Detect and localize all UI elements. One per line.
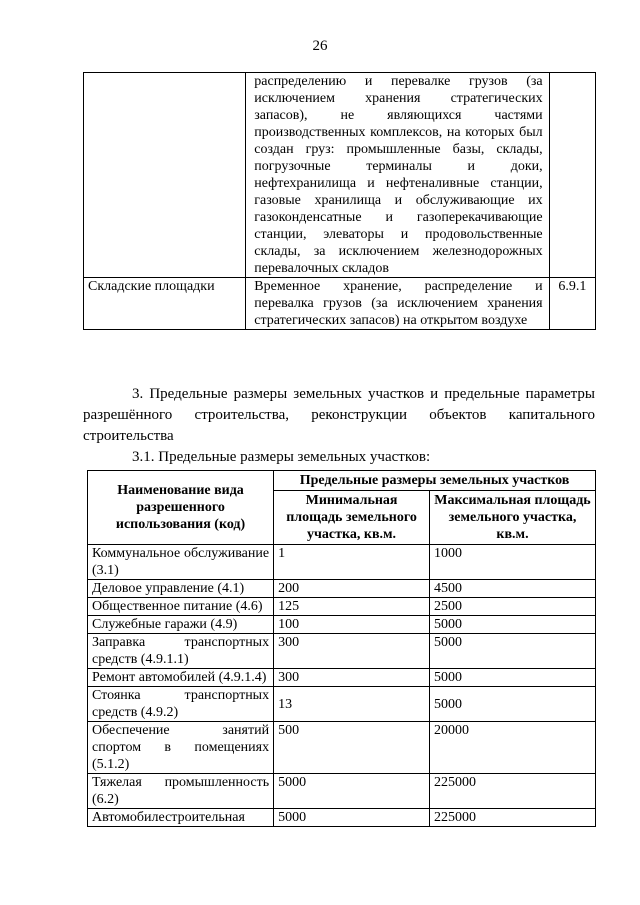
min-area-cell: 500 xyxy=(274,722,430,774)
header-max-area: Максимальная площадь земельного участка, кв.м. xyxy=(430,491,596,545)
max-area-cell: 1000 xyxy=(430,545,596,580)
min-area-cell: 5000 xyxy=(274,809,430,827)
use-description-cell: Временное хранение, распределение и перевалка грузов (за исключением хранения стратегических запасов) на открытом воздухе xyxy=(246,278,549,330)
table-row xyxy=(88,634,596,669)
max-area-cell: 2500 xyxy=(430,598,596,616)
table-row xyxy=(88,687,596,722)
max-area-cell: 5000 xyxy=(430,687,596,722)
header-use-name: Наименование вида разрешенного использования (код) xyxy=(88,471,274,545)
use-name-cell: Деловое управление (4.1) xyxy=(88,580,274,598)
use-name-cell: Тяжелая промышленность (6.2) xyxy=(88,774,274,809)
max-area-cell: 4500 xyxy=(430,580,596,598)
section-3-paragraph: 3. Предельные размеры земельных участков и предельные параметры разрешённого строительства, реконструкции объектов капитального строительства xyxy=(83,386,595,444)
use-name-cell xyxy=(84,73,246,278)
table-row xyxy=(88,616,596,634)
section-3-1-heading: 3.1. Предельные размеры земельных участков: xyxy=(132,449,431,465)
table-row xyxy=(84,73,596,278)
min-area-cell: 100 xyxy=(274,616,430,634)
use-code-cell: 6.9.1 xyxy=(549,278,595,330)
max-area-cell: 5000 xyxy=(430,669,596,687)
max-area-cell: 225000 xyxy=(430,809,596,827)
use-name-cell: Общественное питание (4.6) xyxy=(88,598,274,616)
table-row xyxy=(88,774,596,809)
use-name-cell: Заправка транспортных средств (4.9.1.1) xyxy=(88,634,274,669)
use-name-cell: Автомобилестроительная xyxy=(88,809,274,827)
table-row xyxy=(88,545,596,580)
header-size-group: Предельные размеры земельных участков xyxy=(274,471,596,491)
table-row xyxy=(88,580,596,598)
use-name-cell: Складские площадки xyxy=(84,278,246,330)
table-row xyxy=(88,722,596,774)
min-area-cell: 13 xyxy=(274,687,430,722)
max-area-cell: 5000 xyxy=(430,616,596,634)
table-row xyxy=(88,669,596,687)
use-description-cell: распределению и перевалке грузов (за исключением хранения стратегических запасов), не являющихся частями производственных комплексов, на которых был создан груз: промышленные базы, склады, погрузочные терминалы и доки, нефтехранилища и нефтеналивные станции, газовые хранилища и обслуживающие их газоконденсатные и газоперекачивающие станции, элеваторы и продовольственные склады, за исключением железнодорожных перевалочных складов xyxy=(246,73,549,278)
min-area-cell: 1 xyxy=(274,545,430,580)
page-number: 26 xyxy=(312,38,328,54)
use-name-cell: Стоянка транспортных средств (4.9.2) xyxy=(88,687,274,722)
table-row xyxy=(88,598,596,616)
land-plot-size-table xyxy=(87,470,596,827)
max-area-cell: 225000 xyxy=(430,774,596,809)
use-code-cell xyxy=(549,73,595,278)
land-use-table-continued xyxy=(83,72,596,330)
min-area-cell: 5000 xyxy=(274,774,430,809)
header-row xyxy=(88,471,596,491)
table-row xyxy=(84,278,596,330)
min-area-cell: 125 xyxy=(274,598,430,616)
header-min-area: Минимальная площадь земельного участка, кв.м. xyxy=(274,491,430,545)
use-name-cell: Коммунальное обслуживание (3.1) xyxy=(88,545,274,580)
min-area-cell: 300 xyxy=(274,634,430,669)
table-row xyxy=(88,809,596,827)
use-name-cell: Ремонт автомобилей (4.9.1.4) xyxy=(88,669,274,687)
max-area-cell: 20000 xyxy=(430,722,596,774)
use-name-cell: Служебные гаражи (4.9) xyxy=(88,616,274,634)
max-area-cell: 5000 xyxy=(430,634,596,669)
min-area-cell: 200 xyxy=(274,580,430,598)
use-name-cell: Обеспечение занятий спортом в помещениях (5.1.2) xyxy=(88,722,274,774)
min-area-cell: 300 xyxy=(274,669,430,687)
